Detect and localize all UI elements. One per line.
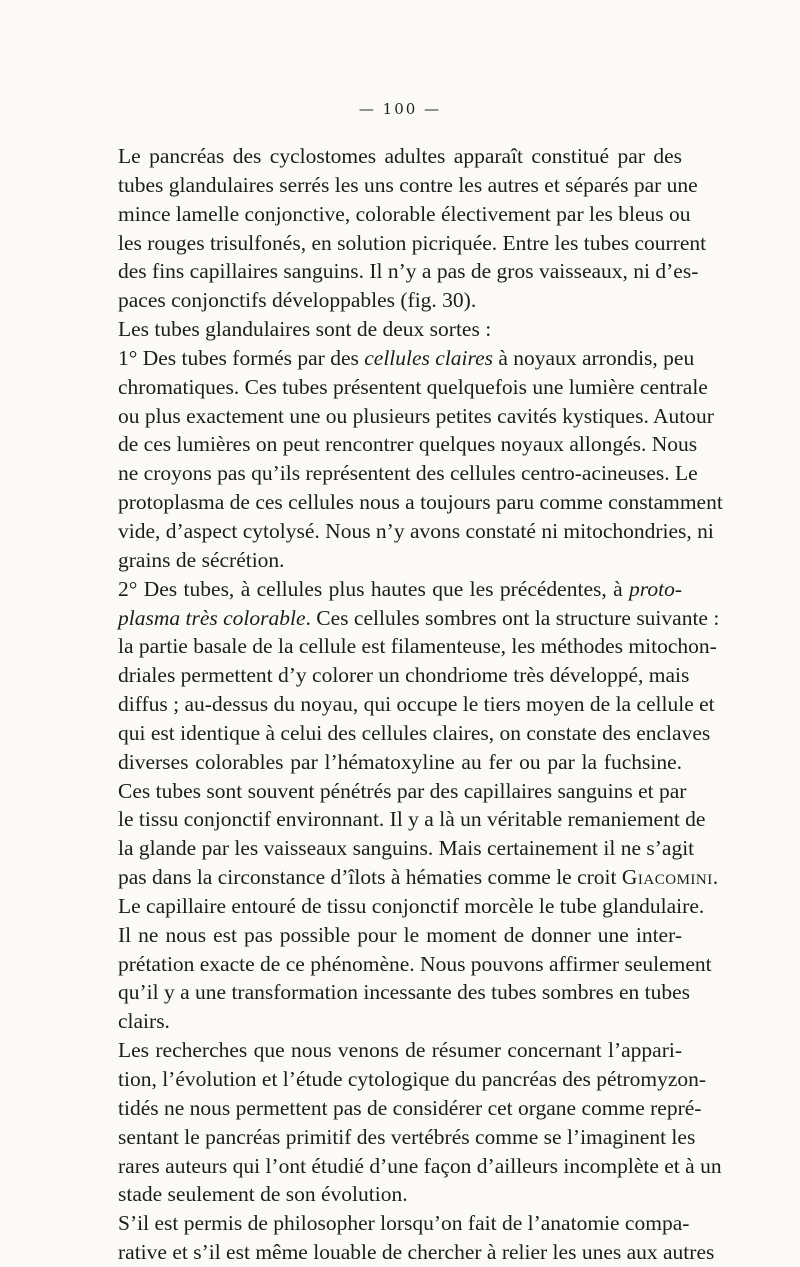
text-line: Ces tubes sont souvent pénétrés par des capillaires sanguins et par xyxy=(118,778,687,803)
text-line: la glande par les vaisseaux sanguins. Mais certainement il ne s’agit xyxy=(118,836,695,861)
text-line: qui est identique à celui des cellules claires, on constate des enclaves xyxy=(118,720,711,745)
text-line: 1° Des tubes formés par des cellules claires à noyaux arrondis, peu xyxy=(118,345,695,370)
text-line: plasma très colorable. Ces cellules sombres ont la structure suivante : xyxy=(118,605,720,630)
text-line: S’il est permis de philosopher lorsqu’on fait de l’anatomie compa- xyxy=(118,1211,690,1236)
text-line: paces conjonctifs développables (fig. 30). xyxy=(118,288,477,313)
text-line: vide, d’aspect cytolysé. Nous n’y avons constaté ni mitochondries, ni xyxy=(118,518,714,543)
text-line: diverses colorables par l’hématoxyline au fer ou par la fuchsine. xyxy=(118,749,682,774)
text-line: mince lamelle conjonctive, colorable électivement par les bleus ou xyxy=(118,201,691,226)
text-line: Le capillaire entouré de tissu conjonctif morcèle le tube glandulaire. xyxy=(118,893,705,918)
text-line: Le pancréas des cyclostomes adultes apparaît constitué par des xyxy=(118,144,682,168)
text-line: tion, l’évolution et l’étude cytologique du pancréas des pétromyzon- xyxy=(118,1067,707,1091)
text-line: clairs. xyxy=(118,1009,170,1034)
text-line: rative et s’il est même louable de chercher à relier les unes aux autres xyxy=(118,1240,715,1265)
text-line: pas dans la circonstance d’îlots à hématies comme le croit Giacomini. xyxy=(118,865,719,890)
text-line: protoplasma de ces cellules nous a toujours paru comme constamment xyxy=(118,490,723,515)
text-line: les rouges trisulfonés, en solution picriquée. Entre les tubes courrent xyxy=(118,230,707,255)
text-line: Il ne nous est pas possible pour le moment de donner une inter- xyxy=(118,922,682,947)
text-line: tidés ne nous permettent pas de considérer cet organe comme repré- xyxy=(118,1095,702,1120)
text-line: des fins capillaires sanguins. Il n’y a pas de gros vaisseaux, ni d’es- xyxy=(118,259,699,284)
text-line: diffus ; au-dessus du noyau, qui occupe le tiers moyen de la cellule et xyxy=(118,692,715,717)
paragraph xyxy=(118,344,723,575)
paragraph xyxy=(118,575,720,1037)
paragraph xyxy=(118,1209,715,1267)
text-line: driales permettent d’y colorer un chondriome très développé, mais xyxy=(118,663,690,688)
body-text xyxy=(118,142,723,1267)
text-line: chromatiques. Ces tubes présentent quelquefois une lumière centrale xyxy=(118,374,708,399)
text-line: stade seulement de son évolution. xyxy=(118,1182,408,1207)
text-line: le tissu conjonctif environnant. Il y a là un véritable remaniement de xyxy=(118,807,706,832)
text-line: prétation exacte de ce phénomène. Nous pouvons affirmer seulement xyxy=(118,951,712,976)
text-line: la partie basale de la cellule est filamenteuse, les méthodes mitochon- xyxy=(118,634,717,659)
text-line: qu’il y a une transformation incessante des tubes sombres en tubes xyxy=(118,980,690,1005)
paragraph xyxy=(118,315,682,344)
text-line: sentant le pancréas primitif des vertébrés comme se l’imaginent les xyxy=(118,1124,696,1149)
text-line: tubes glandulaires serrés les uns contre les autres et séparés par une xyxy=(118,172,698,197)
text-line: Les recherches que nous venons de résumer concernant l’appari- xyxy=(118,1038,682,1063)
paragraph xyxy=(118,1036,722,1209)
text-line: grains de sécrétion. xyxy=(118,547,285,572)
text-line: Les tubes glandulaires sont de deux sortes : xyxy=(118,317,492,342)
text-line: ne croyons pas qu’ils représentent des cellules centro-acineuses. Le xyxy=(118,461,698,486)
page-number: — 100 — xyxy=(358,100,442,118)
paragraph xyxy=(118,142,707,315)
text-line: 2° Des tubes, à cellules plus hautes que les précédentes, à proto- xyxy=(118,576,682,601)
text-line: ou plus exactement une ou plusieurs petites cavités kystiques. Autour xyxy=(118,403,714,428)
text-line: rares auteurs qui l’ont étudié d’une façon d’ailleurs incomplète et à un xyxy=(118,1153,722,1178)
text-line: de ces lumières on peut rencontrer quelques noyaux allongés. Nous xyxy=(118,432,698,457)
